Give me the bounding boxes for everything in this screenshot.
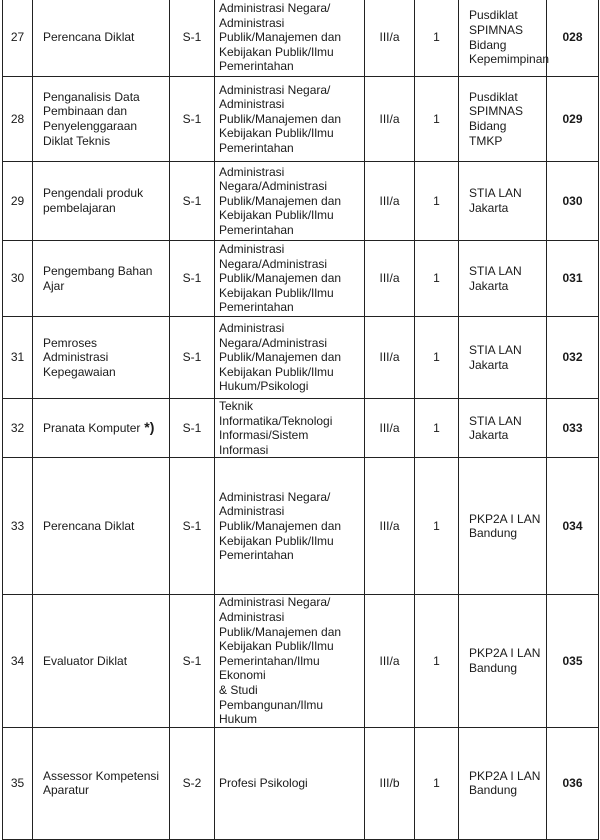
rank-grade: III/a bbox=[365, 0, 415, 77]
table-row bbox=[3, 77, 599, 162]
placement-unit: PKP2A I LAN Bandung bbox=[459, 458, 547, 595]
vacancy-count: 1 bbox=[415, 241, 459, 317]
vacancy-count: 1 bbox=[415, 458, 459, 595]
row-number: 30 bbox=[3, 241, 33, 317]
placement-unit: STIA LAN Jakarta bbox=[459, 317, 547, 399]
row-number: 34 bbox=[3, 595, 33, 727]
position-name: Pemroses Administrasi Kepegawaian bbox=[33, 317, 170, 399]
rank-grade: III/a bbox=[365, 162, 415, 241]
position-code: 032 bbox=[547, 317, 599, 399]
table-row bbox=[3, 727, 599, 839]
row-number: 33 bbox=[3, 458, 33, 595]
placement-unit: STIA LAN Jakarta bbox=[459, 241, 547, 317]
vacancy-count: 1 bbox=[415, 317, 459, 399]
qualification-major: Administrasi Negara/ Administrasi Publik/Manajemen dan Kebijakan Publik/Ilmu Pemerintahan/Ilmu Ekonomi & Studi Pembangunan/Ilmu Hukum bbox=[215, 595, 365, 727]
vacancy-count: 1 bbox=[415, 727, 459, 839]
row-number: 32 bbox=[3, 399, 33, 458]
position-code: 029 bbox=[547, 77, 599, 162]
rank-grade: III/a bbox=[365, 77, 415, 162]
qualification-major: Profesi Psikologi bbox=[215, 727, 365, 839]
position-code: 034 bbox=[547, 458, 599, 595]
position-name: Evaluator Diklat bbox=[33, 595, 170, 727]
position-code: 028 bbox=[547, 0, 599, 77]
position-name: Perencana Diklat bbox=[33, 458, 170, 595]
row-number: 31 bbox=[3, 317, 33, 399]
education-level: S-2 bbox=[170, 727, 215, 839]
row-number: 29 bbox=[3, 162, 33, 241]
qualification-major: Administrasi Negara/ Administrasi Publik/Manajemen dan Kebijakan Publik/Ilmu Pemerintahan bbox=[215, 458, 365, 595]
table-body bbox=[3, 0, 599, 839]
position-code: 033 bbox=[547, 399, 599, 458]
education-level: S-1 bbox=[170, 241, 215, 317]
table-row bbox=[3, 458, 599, 595]
education-level: S-1 bbox=[170, 77, 215, 162]
qualification-major: Administrasi Negara/Administrasi Publik/Manajemen dan Kebijakan Publik/Ilmu Pemerintahan bbox=[215, 241, 365, 317]
position-code: 036 bbox=[547, 727, 599, 839]
vacancy-count: 1 bbox=[415, 0, 459, 77]
table-row bbox=[3, 595, 599, 727]
qualification-major: Teknik Informatika/Teknologi Informasi/Sistem Informasi bbox=[215, 399, 365, 458]
placement-unit: STIA LAN Jakarta bbox=[459, 162, 547, 241]
placement-unit: PKP2A I LAN Bandung bbox=[459, 595, 547, 727]
education-level: S-1 bbox=[170, 317, 215, 399]
placement-unit: STIA LAN Jakarta bbox=[459, 399, 547, 458]
placement-unit: Pusdiklat SPIMNAS Bidang Kepemimpinan bbox=[459, 0, 547, 77]
table-row bbox=[3, 317, 599, 399]
qualification-major: Administrasi Negara/ Administrasi Publik/Manajemen dan Kebijakan Publik/Ilmu Pemerintahan bbox=[215, 77, 365, 162]
vacancy-count: 1 bbox=[415, 595, 459, 727]
table-row bbox=[3, 399, 599, 458]
rank-grade: III/a bbox=[365, 317, 415, 399]
vacancy-count: 1 bbox=[415, 77, 459, 162]
qualification-major: Administrasi Negara/Administrasi Publik/Manajemen dan Kebijakan Publik/Ilmu Pemerintahan bbox=[215, 162, 365, 241]
education-level: S-1 bbox=[170, 595, 215, 727]
row-number: 28 bbox=[3, 77, 33, 162]
position-name: Pengendali produk pembelajaran bbox=[33, 162, 170, 241]
education-level: S-1 bbox=[170, 458, 215, 595]
position-name: Perencana Diklat bbox=[33, 0, 170, 77]
rank-grade: III/a bbox=[365, 241, 415, 317]
position-code: 035 bbox=[547, 595, 599, 727]
position-name: Pengembang Bahan Ajar bbox=[33, 241, 170, 317]
position-name: Penganalisis Data Pembinaan dan Penyelenggaraan Diklat Teknis bbox=[33, 77, 170, 162]
education-level: S-1 bbox=[170, 399, 215, 458]
vacancy-count: 1 bbox=[415, 162, 459, 241]
position-name: Pranata Komputer *) bbox=[33, 399, 170, 458]
formation-table bbox=[2, 0, 599, 840]
placement-unit: PKP2A I LAN Bandung bbox=[459, 727, 547, 839]
row-number: 35 bbox=[3, 727, 33, 839]
qualification-major: Administrasi Negara/ Administrasi Publik/Manajemen dan Kebijakan Publik/Ilmu Pemerintahan bbox=[215, 0, 365, 77]
position-code: 030 bbox=[547, 162, 599, 241]
table-row bbox=[3, 241, 599, 317]
row-number: 27 bbox=[3, 0, 33, 77]
rank-grade: III/a bbox=[365, 458, 415, 595]
qualification-major: Administrasi Negara/Administrasi Publik/Manajemen dan Kebijakan Publik/Ilmu Hukum/Psikologi bbox=[215, 317, 365, 399]
footnote-marker: *) bbox=[140, 419, 155, 436]
education-level: S-1 bbox=[170, 162, 215, 241]
rank-grade: III/a bbox=[365, 399, 415, 458]
position-name: Assessor Kompetensi Aparatur bbox=[33, 727, 170, 839]
education-level: S-1 bbox=[170, 0, 215, 77]
table-row bbox=[3, 162, 599, 241]
rank-grade: III/a bbox=[365, 595, 415, 727]
table-row bbox=[3, 0, 599, 77]
vacancy-count: 1 bbox=[415, 399, 459, 458]
rank-grade: III/b bbox=[365, 727, 415, 839]
position-code: 031 bbox=[547, 241, 599, 317]
placement-unit: Pusdiklat SPIMNAS Bidang TMKP bbox=[459, 77, 547, 162]
